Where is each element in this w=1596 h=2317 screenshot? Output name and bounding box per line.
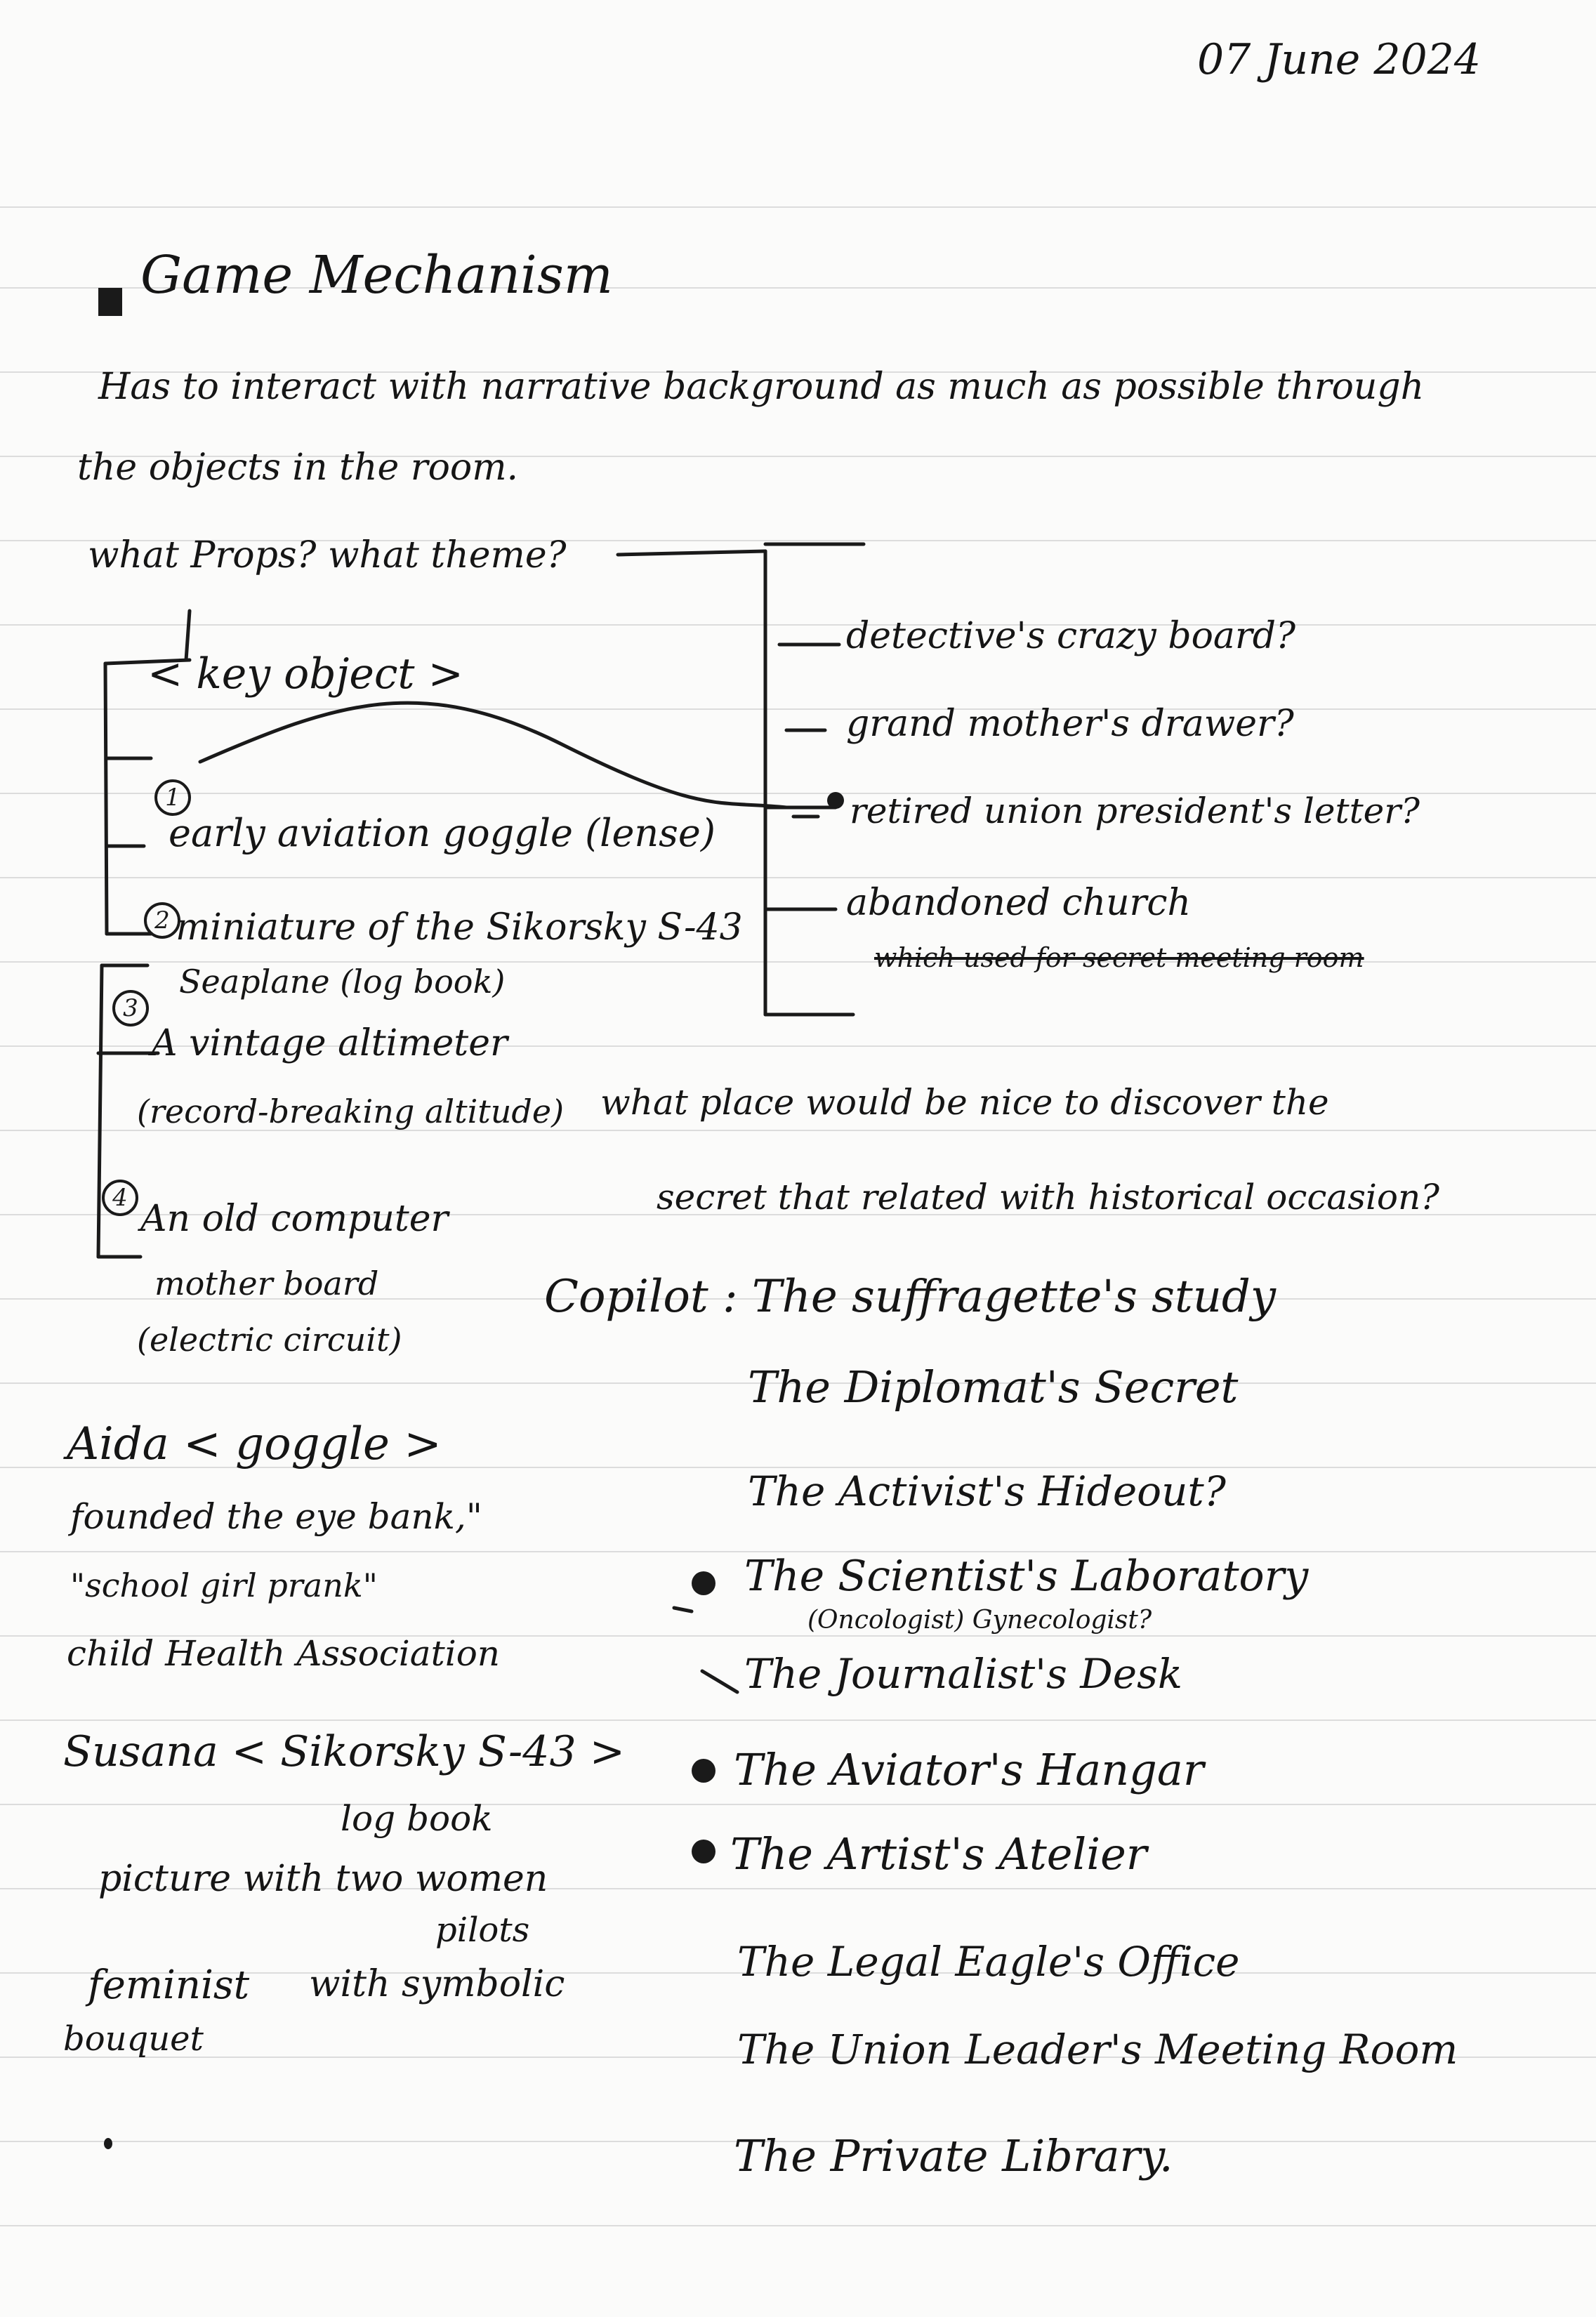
aida-title: Aida < goggle >	[67, 1418, 442, 1470]
aida-note-1: founded the eye bank,"	[70, 1496, 482, 1537]
scientist-note: (Oncologist) Gynecologist?	[807, 1606, 1152, 1635]
object-number-2: 2	[144, 902, 180, 939]
option-5-dot-icon	[692, 1759, 715, 1783]
option-6-dot-icon	[692, 1840, 715, 1863]
object-number-4: 4	[102, 1180, 138, 1216]
stray-dot	[104, 2138, 112, 2149]
theme-4: abandoned church	[846, 882, 1192, 924]
susana-sub: log book	[341, 1798, 493, 1839]
copilot-option-7: The Legal Eagle's Office	[737, 1938, 1240, 1986]
susana-note-2: pilots	[435, 1910, 530, 1950]
copilot-option-5: The Aviator's Hangar	[734, 1744, 1204, 1795]
object-3-sub: (record-breaking altitude)	[137, 1093, 565, 1130]
copilot-option-2: The Activist's Hideout?	[748, 1467, 1226, 1515]
copilot-option-4: The Journalist's Desk	[744, 1650, 1183, 1698]
susana-note-1: picture with two women	[98, 1858, 548, 1900]
intro-line-1: Has to interact with narrative background as much as possible through	[98, 366, 1425, 408]
object-3: A vintage altimeter	[151, 1022, 508, 1064]
object-2-sub: Seaplane (log book)	[179, 963, 506, 1001]
object-4-sub2: (electric circuit)	[137, 1321, 402, 1359]
copilot-option-8: The Union Leader's Meeting Room	[737, 2026, 1458, 2073]
object-number-3: 3	[112, 990, 149, 1027]
susana-note-3: feminist	[88, 1962, 250, 2008]
selected-theme-dot-icon	[827, 792, 844, 809]
place-question-1: what place would be nice to discover the	[600, 1082, 1329, 1123]
copilot-option-6: The Artist's Atelier	[730, 1828, 1147, 1880]
aida-note-2: "school girl prank"	[70, 1566, 378, 1604]
copilot-option-3: The Scientist's Laboratory	[744, 1552, 1309, 1601]
theme-3: retired union president's letter?	[850, 791, 1420, 831]
theme-2: grand mother's drawer?	[846, 703, 1294, 745]
susana-title: Susana < Sikorsky S-43 >	[63, 1727, 625, 1776]
key-object-label: < key object >	[147, 649, 463, 699]
place-question-2: secret that related with historical occasion?	[657, 1177, 1439, 1217]
theme-1: detective's crazy board?	[846, 615, 1295, 657]
aida-note-3: child Health Association	[67, 1633, 500, 1674]
object-2: miniature of the Sikorsky S-43	[176, 906, 743, 949]
object-number-1: 1	[154, 779, 191, 816]
option-3-dot-icon	[692, 1571, 715, 1595]
copilot-option-1: The Diplomat's Secret	[748, 1361, 1239, 1413]
heading-bullet-icon	[98, 288, 122, 316]
susana-note-4: bouquet	[63, 2019, 204, 2059]
page-date: 07 June 2024	[1197, 35, 1482, 84]
object-1: early aviation goggle (lense)	[169, 811, 715, 855]
copilot-option-9: The Private Library.	[734, 2130, 1173, 2181]
intro-line-2: the objects in the room.	[77, 447, 519, 489]
object-4-sub: mother board	[154, 1265, 379, 1302]
theme-4-sub: which used for secret meeting room	[874, 942, 1364, 973]
object-4: An old computer	[140, 1198, 449, 1240]
copilot-label: Copilot : The suffragette's study	[544, 1271, 1277, 1323]
susana-note-5: with symbolic	[309, 1963, 565, 2005]
section-heading: Game Mechanism	[140, 245, 613, 305]
props-question: what Props? what theme?	[88, 534, 567, 576]
